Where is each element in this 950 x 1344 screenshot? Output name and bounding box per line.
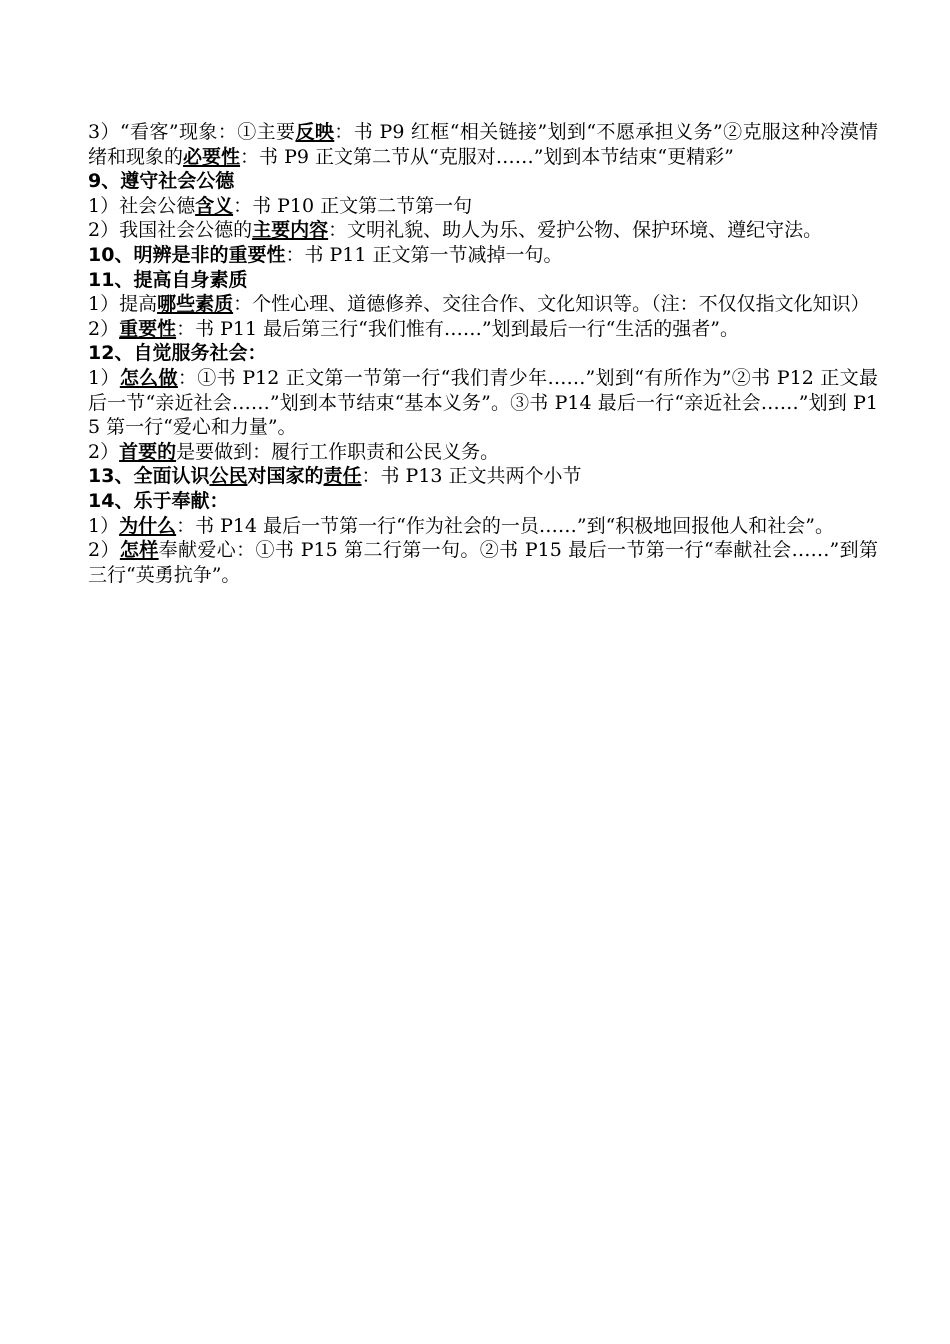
- text-segment: ：①书 P12 正文第一节第一行“我们青少年……”划到“有所作为”②书 P12 正文最后一节“亲近社会……”划到本节结束“基本义务”。③书 P14 最后一行“亲近社会……”划到 P15 第一行“爱心和力量”。: [88, 366, 878, 439]
- text-segment: ：个性心理、道德修养、交往合作、文化知识等。（注：不仅仅指文化知识）: [233, 293, 870, 316]
- text-segment: 1）社会公德: [88, 194, 196, 217]
- key-term: 主要内容: [252, 219, 329, 242]
- key-term: 公民: [209, 465, 248, 488]
- text-segment: 2）: [88, 440, 120, 463]
- key-term: 首要的: [119, 440, 177, 463]
- key-term: 重要性: [119, 317, 177, 340]
- paragraph-11-1: [88, 292, 878, 317]
- text-segment: ：书 P11 正文第一节减掉一句。: [285, 243, 563, 266]
- key-term: 含义: [195, 194, 234, 217]
- key-term: 责任: [323, 465, 362, 488]
- paragraph-9-2: [88, 218, 878, 243]
- heading-14: 14、乐于奉献：: [88, 489, 229, 512]
- text-segment: ：书 P10 正文第二节第一句: [233, 194, 473, 217]
- text-segment: 2）: [88, 317, 120, 340]
- paragraph-12-2: [88, 440, 878, 465]
- key-term: 反映: [295, 121, 335, 143]
- heading-10: [88, 243, 878, 268]
- text-segment: ：书 P14 最后一节第一行“作为社会的一员……”到“积极地回报他人和社会”。: [176, 514, 835, 537]
- text-segment: 1）: [88, 514, 120, 537]
- text-segment: 3）“看客”现象：①主要: [88, 121, 296, 143]
- key-term: 为什么: [119, 514, 177, 537]
- text-segment: ：书 P9 红框“相关链接”划到“不愿承担义务”②克服这种冷漠情绪和现象的: [88, 121, 878, 168]
- key-term: 必要性: [183, 145, 241, 168]
- text-segment: 2）: [88, 539, 120, 562]
- heading-12: 12、自觉服务社会：: [88, 342, 267, 365]
- paragraph-14-1: [88, 514, 878, 539]
- heading-text: 对国家的: [247, 465, 324, 488]
- text-segment: ：书 P13 正文共两个小节: [361, 465, 582, 488]
- document-page: [88, 120, 878, 587]
- heading-text: 13、全面认识: [88, 465, 210, 488]
- paragraph-9-1: [88, 194, 878, 219]
- paragraph-12-1: [88, 366, 878, 440]
- heading-9: 9、遵守社会公德: [88, 170, 235, 193]
- paragraph-11-2: [88, 317, 878, 342]
- text-segment: 1）提高: [88, 293, 158, 316]
- paragraph-kanke: [88, 120, 878, 169]
- key-term: 怎样: [119, 539, 159, 562]
- paragraph-14-2: [88, 538, 878, 587]
- key-term: 哪些素质: [157, 293, 234, 316]
- key-term: 怎么做: [119, 366, 178, 389]
- text-segment: 奉献爱心：①书 P15 第二行第一句。②书 P15 最后一节第一行“奉献社会……”到第三行“英勇抗争”。: [88, 539, 878, 586]
- text-segment: ：书 P11 最后第三行“我们惟有……”划到最后一行“生活的强者”。: [176, 317, 740, 340]
- heading-13: [88, 464, 878, 489]
- heading-text: 10、明辨是非的重要性: [88, 243, 286, 266]
- text-segment: 是要做到：履行工作职责和公民义务。: [176, 440, 500, 463]
- text-segment: 1）: [88, 366, 120, 389]
- heading-11: 11、提高自身素质: [88, 268, 248, 291]
- text-segment: ：文明礼貌、助人为乐、爱护公物、保护环境、遵纪守法。: [328, 219, 823, 242]
- text-segment: 2）我国社会公德的: [88, 219, 253, 242]
- text-segment: ：书 P9 正文第二节从“克服对……”划到本节结束“更精彩”: [240, 145, 734, 168]
